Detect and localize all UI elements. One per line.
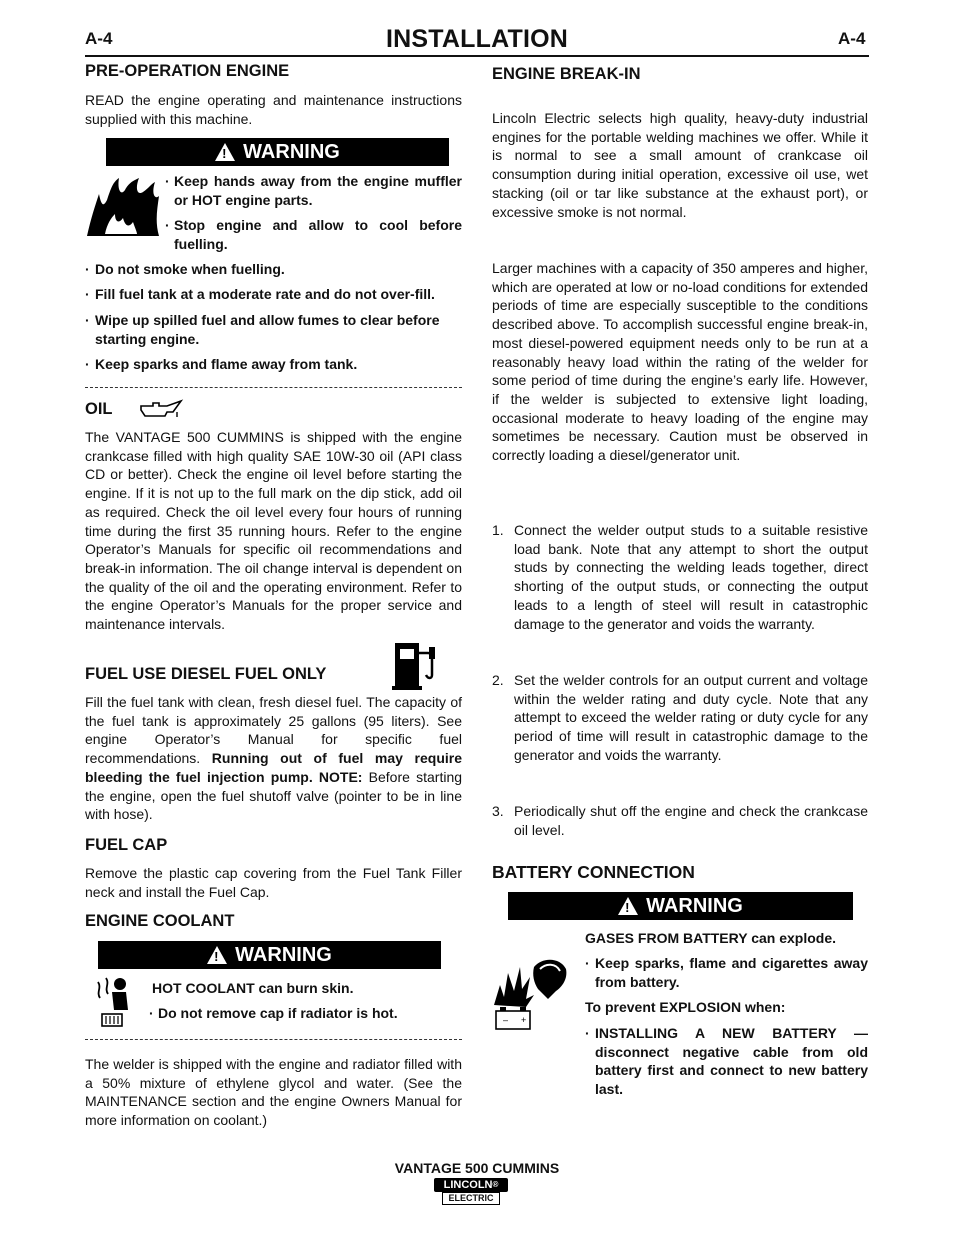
preop-text: READ the engine operating and maintenance instructions supplied with this machine. (85, 92, 462, 127)
battery-plus-label: + (521, 1015, 527, 1025)
page-code-right: A-4 (838, 29, 866, 48)
coolant-warning-line1: HOT COOLANT can burn skin. (152, 980, 354, 996)
coolant-text: The welder is shipped with the engine and radiator filled with a 50% mixture of ethylene glycol and water. (See the MAINTENANCE section and the engine Owners Manual for more information on coolant.) (85, 1056, 462, 1129)
fuel-bullet-2: · Fill fuel tank at a moderate rate and do not over-fill. (85, 286, 435, 302)
warning-triangle-icon (207, 946, 227, 964)
fuel-bullet-3: · Wipe up spilled fuel and allow fumes to clear before starting engine. (85, 312, 440, 347)
battery-warning-bullet2: · INSTALLING A NEW BATTERY — disconnect negative cable from old battery first and connect to new battery last. (585, 1025, 868, 1097)
warning-label: WARNING (646, 894, 743, 917)
fuelcap-heading: FUEL CAP (85, 836, 168, 854)
section-divider (85, 387, 462, 388)
warning-triangle-icon (618, 897, 638, 915)
fuel-text: Fill the fuel tank with clean, fresh diesel fuel. The capacity of the fuel tank is approximately 25 gallons (95 liters). See engine Operator’s Manual for specific fuel recommendations. Running out of fuel may require bleeding the fuel injection pump. NOTE: Before starting the engine, open the fuel shutoff valve (pointer to be in line with hose). (85, 694, 463, 823)
breakin-step-1: 1. Connect the welder output studs to a suitable resistive load bank. Note that any attempt to short the output studs by connecting the welding leads together, direct shorting of the output studs, or connecting the output leads to a length of steel will result in catastrophic damage to the generator and voids the warranty. (492, 522, 868, 632)
fuel-pump-icon (392, 641, 438, 691)
oil-text: The VANTAGE 500 CUMMINS is shipped with the engine crankcase filled with high quality SAE 10W-30 oil (API class CD or better). Check the engine oil level before starting the engine. If it is not up to the full mark on the dip stick, add oil as required. Check the oil level every four hours of running time during the first 35 running hours. Refer to the engine Operator’s Manuals for specific oil recommendations and break-in information. The oil change interval is dependent on the quality of the oil and the operating environment. Refer to the engine Operator’s Manuals for the proper service and maintenance intervals. (85, 429, 462, 633)
footer-model: VANTAGE 500 CUMMINS (394, 1160, 560, 1176)
section-divider (85, 1039, 462, 1040)
lincoln-electric-logo (434, 1178, 508, 1206)
battery-warning-line1: GASES FROM BATTERY can explode. (585, 930, 837, 946)
warning-label: WARNING (235, 943, 332, 966)
oil-can-icon (137, 398, 185, 420)
fuelcap-text: Remove the plastic cap covering from the Fuel Tank Filler neck and install the Fuel Cap. (85, 865, 462, 900)
fuel-bullet-1: · Do not smoke when fuelling. (85, 261, 285, 277)
coolant-warning-bullet: · Do not remove cap if radiator is hot. (149, 1005, 398, 1021)
warning-triangle-icon (215, 143, 235, 161)
breakin-step-2: 2. Set the welder controls for an output current and voltage within the welder rating and duty cycle. Note that any attempt to exceed the welder rating or duty cycle for any period of time will result in catastrophic damage to the generator and voids the warranty. (492, 672, 868, 763)
logo-top-text: LINCOLN® (434, 1178, 508, 1192)
page-code-left: A-4 (85, 29, 113, 48)
battery-explosion-icon (490, 955, 570, 1033)
breakin-step-3: 3. Periodically shut off the engine and check the crankcase oil level. (492, 803, 868, 838)
breakin-para2: Larger machines with a capacity of 350 amperes and higher, which are operated at low or no-load conditions for extended periods of time are especially susceptible to the conditions described above. To accomplish successful engine break-in, most diesel-powered equipment needs only to be run at a reasonably heavy load within the rating of the welder for some period of time during the engine’s early life. However, if the welder is subjected to extensive light loading, occasional moderate to heavy loading of the engine may sometimes be necessary. Caution must be observed in correctly loading a diesel/generator unit. (492, 260, 868, 464)
battery-warning-bullet1: · Keep sparks, flame and cigarettes away from battery. (585, 955, 868, 990)
hot-coolant-icon (92, 974, 136, 1030)
fire-bullet-2: · Stop engine and allow to cool before fuelling. (165, 217, 462, 252)
warning-label: WARNING (243, 140, 340, 163)
header-rule (85, 55, 869, 57)
warning-banner-coolant (98, 941, 441, 969)
battery-heading: BATTERY CONNECTION (492, 862, 695, 882)
battery-warning-line2: To prevent EXPLOSION when: (585, 999, 786, 1015)
coolant-heading: ENGINE COOLANT (85, 912, 235, 930)
breakin-heading: ENGINE BREAK-IN (492, 65, 641, 83)
preop-heading: PRE-OPERATION ENGINE (85, 62, 290, 80)
logo-bottom-text: ELECTRIC (442, 1192, 500, 1205)
warning-banner-fuel (106, 138, 449, 166)
warning-banner-battery (508, 892, 853, 920)
fire-flame-icon (85, 176, 163, 238)
fuel-bullet-4: · Keep sparks and flame away from tank. (85, 356, 358, 372)
fuel-heading: FUEL USE DIESEL FUEL ONLY (85, 665, 327, 683)
battery-minus-label: – (503, 1015, 509, 1025)
fire-bullet-1: · Keep hands away from the engine muffler or HOT engine parts. (165, 173, 462, 208)
page-title: INSTALLATION (385, 25, 568, 53)
oil-heading: OIL (85, 400, 113, 418)
breakin-para1: Lincoln Electric selects high quality, heavy-duty industrial engines for the portable welding machines we offer. While it is normal to see a small amount of crankcase oil consumption during initial operation, excessive oil use, wet stacking (oil or tar like substance at the exhaust port), or excessive smoke is not normal. (492, 110, 868, 220)
